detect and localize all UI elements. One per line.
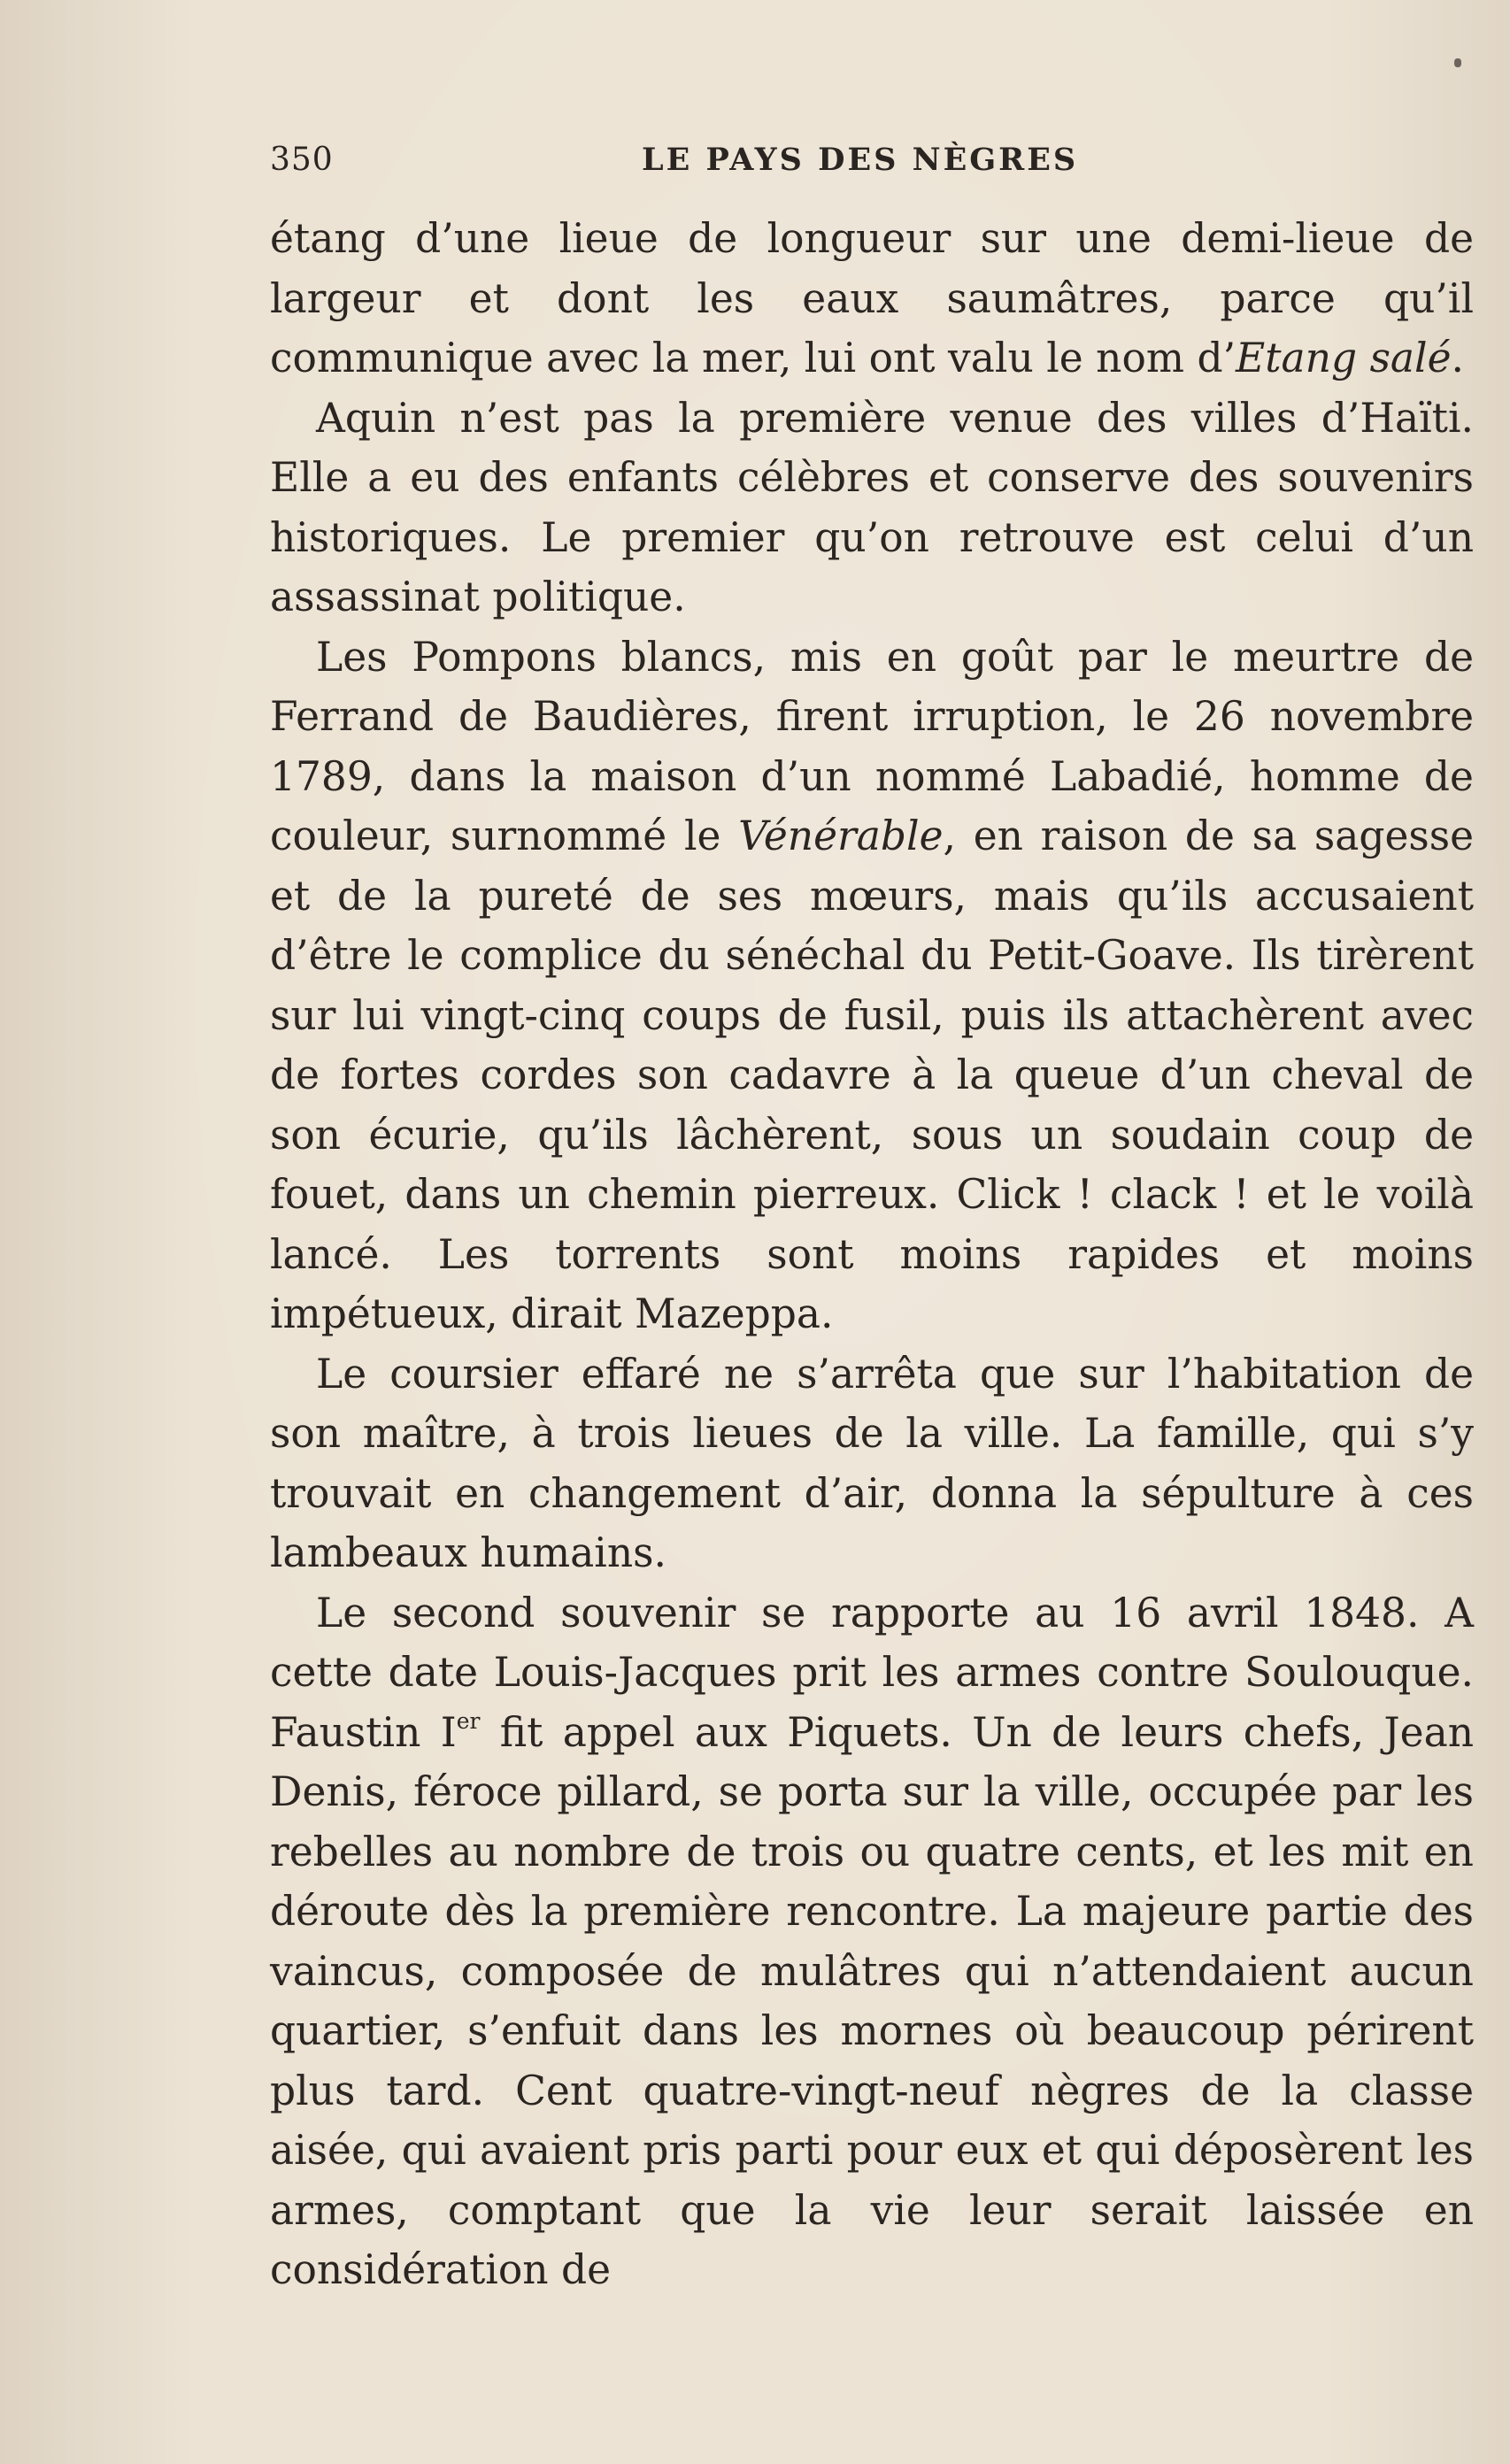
italic-term: Vénérable: [738, 812, 944, 859]
paragraph-5: [270, 1583, 1474, 2300]
paragraph-2: Aquin n’est pas la première venue des villes d’Haïti. Elle a eu des enfants célèbres et conserve des souvenirs historiques. Le premier qu’on retrouve est celui d’un assassinat politique.: [270, 394, 1474, 620]
italic-term: Etang salé: [1236, 335, 1452, 381]
superscript-er: er: [456, 1707, 481, 1734]
page-number: 350: [270, 142, 334, 178]
running-title: LE PAYS DES NÈGRES: [642, 142, 1079, 178]
paragraph-5-rest: fit appel aux Piquets. Un de leurs chefs, Jean Denis, féroce pillard, se porta sur la ville, occupée par les rebelles au nombre de trois ou quatre cents, et les mit en déroute dès la première rencontre. La majeure partie des vaincus, composée de mulâtres qui n’attendaient aucun quartier, s’enfuit dans les mornes où beaucoup périrent plus tard. Cent quatre-vingt-neuf nègres de la classe aisée, qui avaient pris parti pour eux et qui déposèrent les armes, comptant que la vie leur serait laissée en considération de: [270, 1708, 1474, 2293]
running-head: [270, 142, 1474, 186]
paragraph-4: Le coursier effaré ne s’arrêta que sur l’habitation de son maître, à trois lieues de la ville. La famille, qui s’y trouvait en changement d’air, donna la sépulture à ces lambeaux humains.: [270, 1350, 1474, 1576]
paragraph-3: [270, 628, 1474, 1344]
paragraph-3-text: Les Pompons blancs, mis en goût par le meurtre de Ferrand de Baudières, firent irruption, le 26 novembre 1789, dans la maison d’un nommé Labadié, homme de couleur, surnommé le: [270, 633, 1474, 859]
paragraph-1-text: étang d’une lieue de longueur sur une demi-lieue de largeur et dont les eaux saumâtres, parce qu’il communique avec la mer, lui ont valu le nom d’: [270, 215, 1474, 381]
body-text: [270, 209, 1474, 2300]
paragraph-1: [270, 209, 1474, 389]
paragraph-1-end: .: [1451, 335, 1464, 381]
ink-speck: [1454, 58, 1461, 67]
paragraph-5-text: Le second souvenir se rapporte au 16 avril 1848. A cette date Louis-Jacques prit les armes contre Soulouque. Faustin I: [270, 1589, 1474, 1756]
paragraph-3-rest: , en raison de sa sagesse et de la pureté de ses mœurs, mais qu’ils accusaient d’être le complice du sénéchal du Petit-Goave. Ils tirèrent sur lui vingt-cinq coups de fusil, puis ils attachèrent avec de fortes cordes son cadavre à la queue d’un cheval de son écurie, qu’ils lâchèrent, sous un soudain coup de fouet, dans un chemin pierreux. Click ! clack ! et le voilà lancé. Les torrents sont moins rapides et moins impétueux, dirait Mazeppa.: [270, 812, 1474, 1337]
